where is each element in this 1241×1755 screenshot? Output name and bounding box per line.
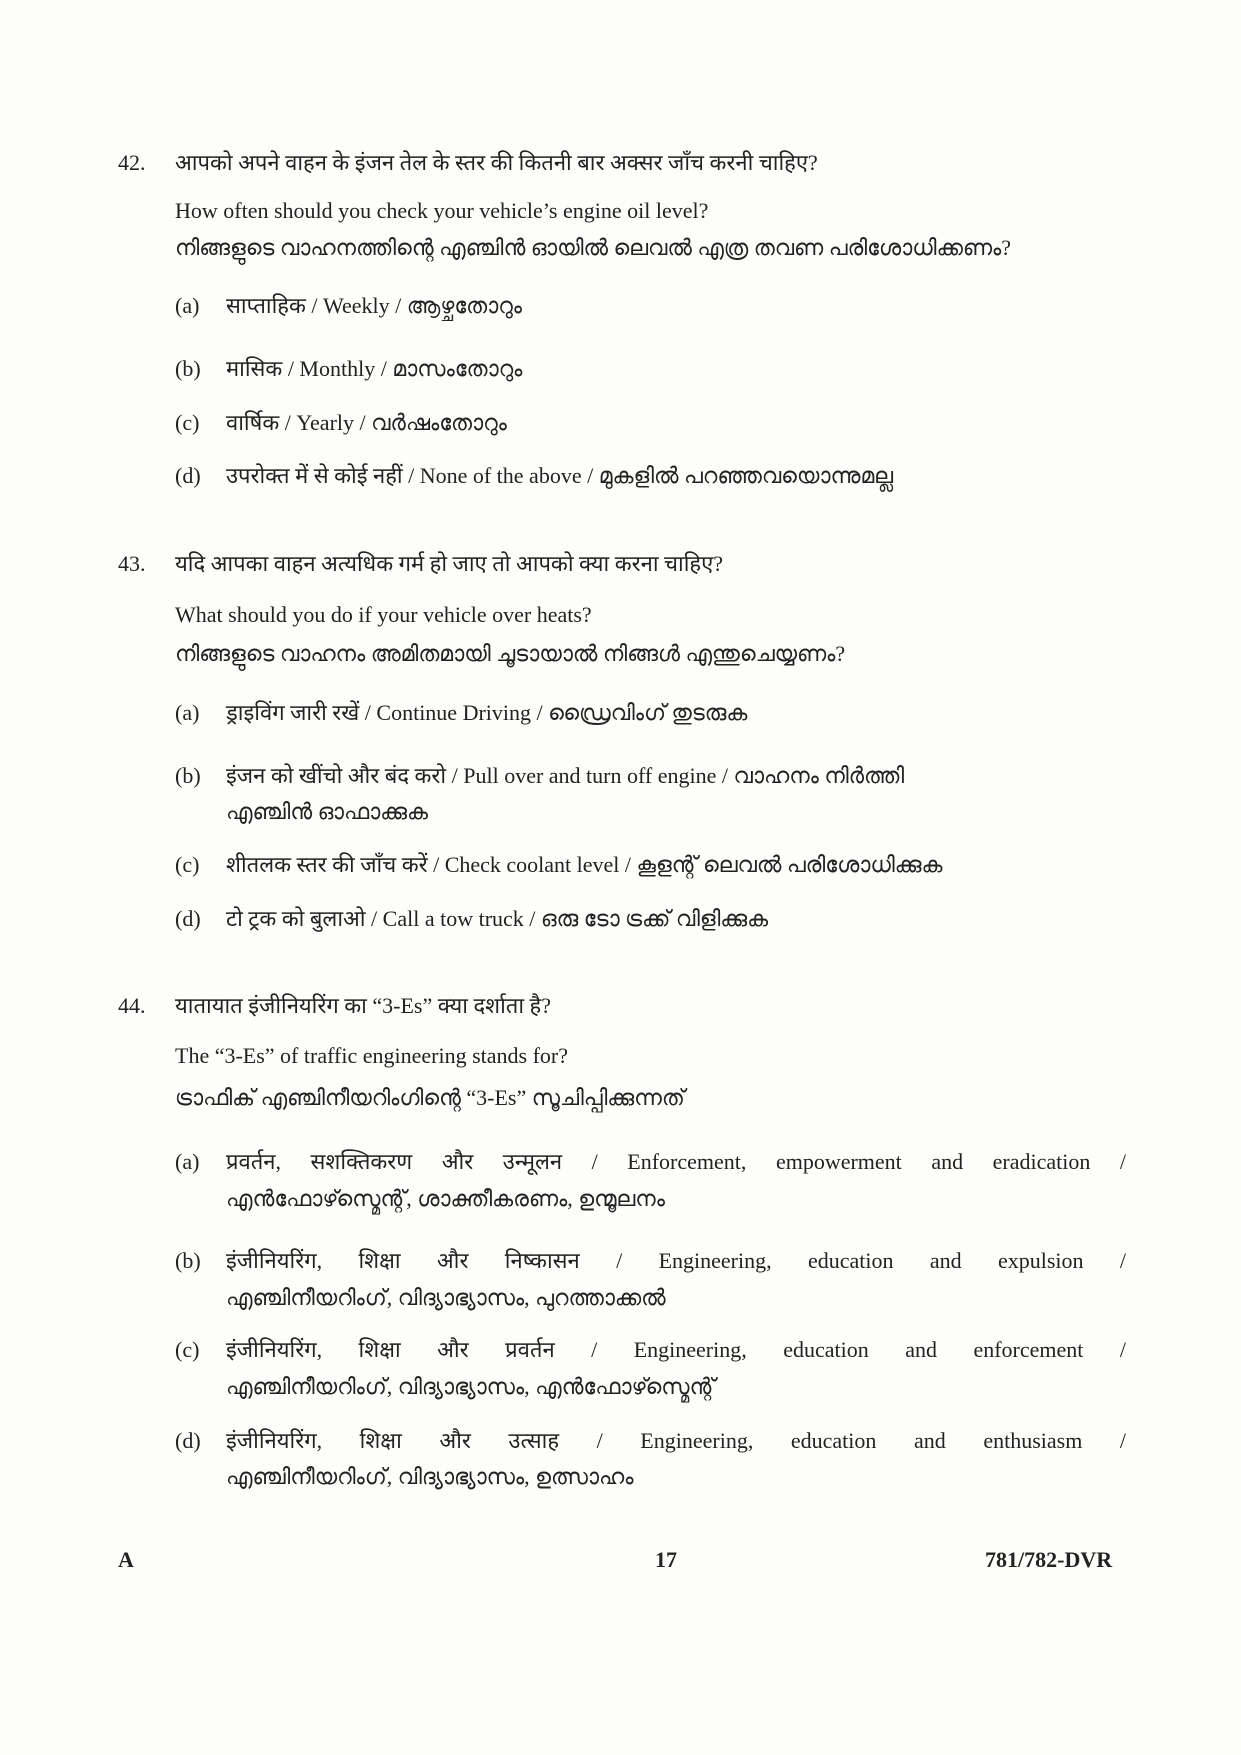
page-number: 17 [655, 1547, 677, 1572]
option-label: (b) [175, 356, 201, 381]
option-text: इंजीनियरिंग, शिक्षा और प्रवर्तन / Engineering, education and enforcement / [226, 1337, 1126, 1362]
option-label: (b) [175, 1248, 201, 1273]
option-label: (a) [175, 293, 200, 318]
option-label: (d) [175, 906, 201, 931]
option-text-continued: എഞ്ചിനീയറിംഗ്, വിദ്യാഭ്യാസം, ഉത്സാഹം [226, 1464, 634, 1489]
option-text: इंजीनियरिंग, शिक्षा और निष्कासन / Engineering, education and expulsion / [226, 1248, 1126, 1273]
option-label: (b) [175, 763, 201, 788]
option-text-continued: എഞ്ചിൻ ഓഫാക്കുക [226, 799, 429, 824]
option-text: ड्राइविंग जारी रखें / Continue Driving / ഡ്രൈവിംഗ് തുടരുക [226, 700, 748, 725]
option-label: (c) [175, 1337, 200, 1362]
option-text: उपरोक्त में से कोई नहीं / None of the above / മുകളിൽ പറഞ്ഞവയൊന്നുമല്ല [226, 463, 894, 488]
option-text-continued: എഞ്ചിനീയറിംഗ്, വിദ്യാഭ്യാസം, പുറത്താക്കൽ [226, 1285, 666, 1310]
option-text: मासिक / Monthly / മാസംതോറും [226, 356, 523, 381]
option-text-continued: എൻഫോഴ്സ്മെന്റ്, ശാക്തീകരണം, ഉന്മൂലനം [226, 1186, 665, 1211]
option-label: (c) [175, 410, 200, 435]
option-text: साप्ताहिक / Weekly / ആഴ്ചതോറും [226, 293, 522, 318]
question-hindi: यातायात इंजीनियरिंग का “3-Es” क्या दर्शाता है? [175, 993, 551, 1018]
option-label: (d) [175, 463, 201, 488]
option-label: (a) [175, 700, 200, 725]
paper-code: 781/782-DVR [985, 1547, 1113, 1572]
option-label: (a) [175, 1149, 200, 1174]
option-text: प्रवर्तन, सशक्तिकरण और उन्मूलन / Enforcement, empowerment and eradication / [226, 1149, 1126, 1174]
question-hindi: यदि आपका वाहन अत्यधिक गर्म हो जाए तो आपको क्या करना चाहिए? [175, 551, 724, 576]
option-text: शीतलक स्तर की जाँच करें / Check coolant level / കൂളന്റ് ലെവൽ പരിശോധിക്കുക [226, 852, 943, 877]
question-hindi: आपको अपने वाहन के इंजन तेल के स्तर की कितनी बार अक्सर जाँच करनी चाहिए? [175, 150, 818, 175]
question-english: How often should you check your vehicle’s engine oil level? [175, 198, 709, 223]
series-letter: A [118, 1547, 134, 1572]
question-number: 43. [118, 551, 146, 576]
option-label: (d) [175, 1428, 201, 1453]
question-malayalam: നിങ്ങളുടെ വാഹനത്തിന്റെ എഞ്ചിൻ ഓയിൽ ലെവൽ എത്ര തവണ പരിശോധിക്കണം? [175, 235, 1011, 260]
option-text: इंजीनियरिंग, शिक्षा और उत्साह / Engineering, education and enthusiasm / [226, 1428, 1126, 1453]
option-label: (c) [175, 852, 200, 877]
question-malayalam: ട്രാഫിക് എഞ്ചിനീയറിംഗിന്റെ “3-Es” സൂചിപ്പിക്കുന്നത് [175, 1085, 685, 1110]
option-text: इंजन को खींचो और बंद करो / Pull over and turn off engine / വാഹനം നിർത്തി [226, 763, 905, 788]
option-text-continued: എഞ്ചിനീയറിംഗ്, വിദ്യാഭ്യാസം, എൻഫോഴ്സ്മെന്റ് [226, 1374, 716, 1399]
question-number: 44. [118, 993, 146, 1018]
question-english: The “3-Es” of traffic engineering stands for? [175, 1043, 568, 1068]
option-text: वार्षिक / Yearly / വർഷംതോറും [226, 410, 507, 435]
question-number: 42. [118, 150, 146, 175]
option-text: टो ट्रक को बुलाओ / Call a tow truck / ഒരു ടോ ട്രക്ക് വിളിക്കുക [226, 906, 769, 931]
question-english: What should you do if your vehicle over heats? [175, 602, 592, 627]
question-malayalam: നിങ്ങളുടെ വാഹനം അമിതമായി ചൂടായാൽ നിങ്ങൾ എന്തുചെയ്യണം? [175, 641, 846, 666]
